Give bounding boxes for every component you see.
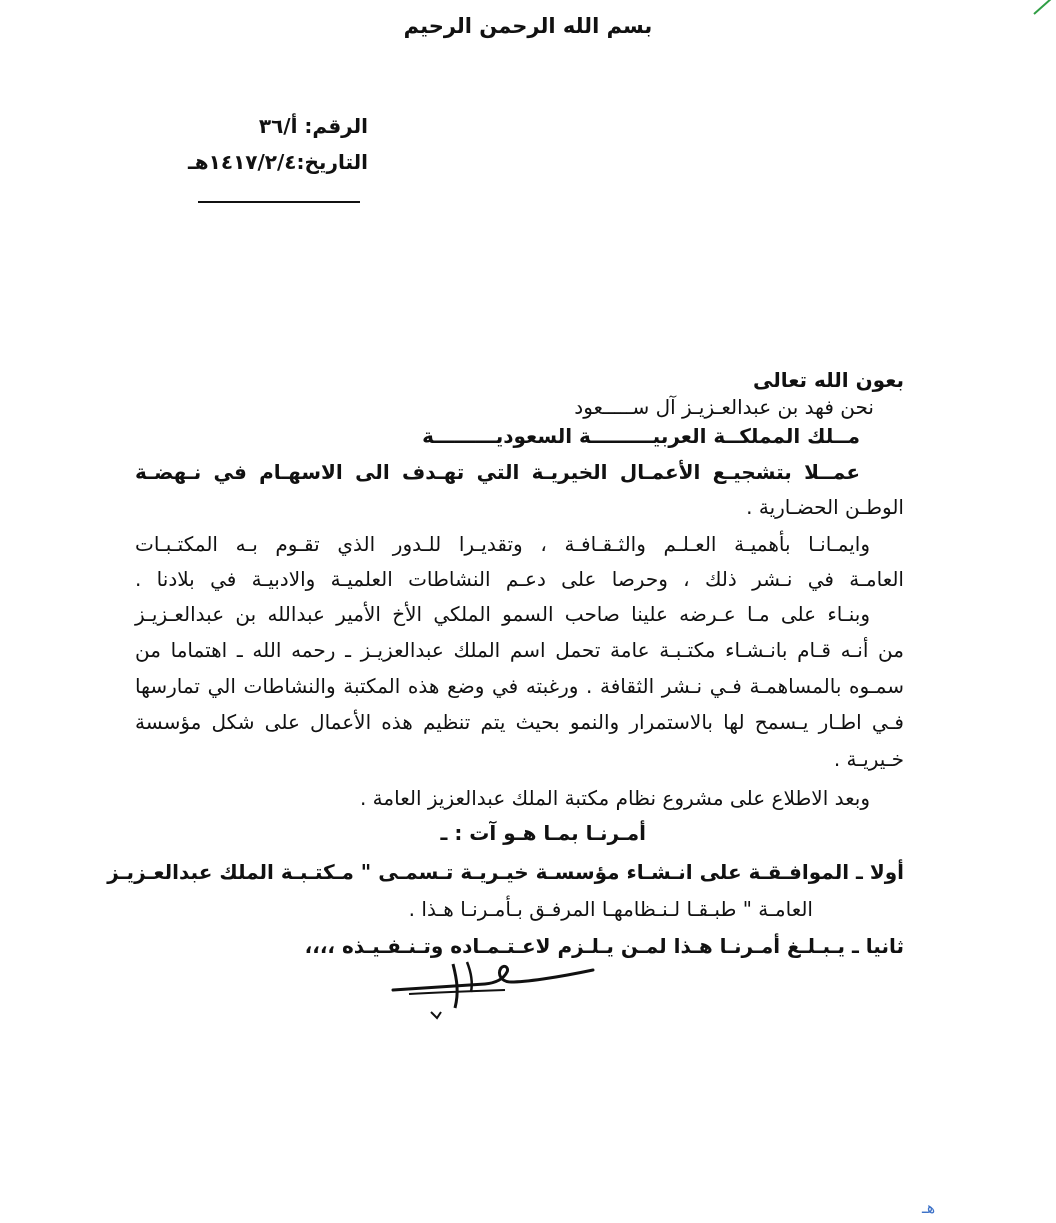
paragraph3-line5: خـيريـة . — [833, 747, 904, 771]
paragraph4: وبعد الاطلاع على مشروع نظام مكتبة الملك عبدالعزيز العامة . — [359, 786, 870, 810]
sender-title: مــلك المملكــة العربيـــــــــة السعوديـــــــــة — [422, 424, 860, 448]
paragraph3-line2: من أنـه قـام بانـشـاء مكتـبـة عامة تحمل اسم الملك عبدالعزيـز ـ رحمه الله ـ اهتماما من — [135, 638, 904, 662]
item2: ثانيا ـ يـبـلـغ أمـرنـا هـذا لمـن يـلـزم لاعـتـمـاده وتـنـفـيـذه ،،،، — [304, 934, 904, 958]
paragraph2-line1: وايمـانـا بأهميـة العـلـم والثـقـافـة ، وتقديـرا للـدور الذي تقـوم بـه المكتـبـات — [135, 532, 870, 556]
signature-icon — [385, 958, 600, 1028]
paragraph1-line1: عمــلا بتشجيـع الأعمـال الخيريـة التي تهـدف الى الاسهـام في نـهضـة — [135, 460, 860, 484]
reference-number: الرقم: أ/٣٦ — [258, 114, 368, 138]
opening: بعون الله تعالى — [752, 368, 904, 392]
item1-line2: العامـة " طبـقـا لـنـظامهـا المرفـق بـأمـرنـا هـذا . — [408, 897, 813, 921]
sender-name: نحن فهد بن عبدالعـزيـز آل ســـــعود — [574, 395, 874, 419]
paragraph2-line2: العامـة في نـشر ذلك ، وحرصا على دعـم النشاطات العلميـة والادبيـة في بلادنا . — [135, 567, 904, 591]
paragraph3-line3: سمـوه بالمساهمـة فـي نـشر الثقافة . ورغبته في وضع هذه المكتبة والنشاطات الي تمارسها — [135, 674, 904, 698]
basmala: بسم الله الرحمن الرحيم — [403, 14, 653, 38]
paragraph3-line4: فـي اطـار يـسمح لها بالاستمرار والنمو بحيث يتم تنظيم هذه الأعمال على شكل مؤسسة — [135, 710, 904, 734]
paragraph3-line1: وبنـاء على مـا عـرضه علينا صاحب السمو الملكي الأخ الأمير عبدالله بن عبدالعـزيـز — [135, 602, 870, 626]
footer-mark: هـ — [922, 1198, 936, 1217]
letter-date: التاريخ:١٤١٧/٢/٤هـ — [187, 150, 368, 174]
date-underline — [198, 201, 360, 203]
paragraph1-line2: الوطـن الحضـارية . — [746, 495, 904, 519]
item1-line1: أولا ـ الموافـقـة على انـشـاء مؤسسـة خيـريـة تـسمـى " مـكتـبـة الملك عبدالعـزيـز — [107, 860, 904, 884]
directive: أمـرنـا بمـا هـو آت : ـ — [440, 821, 646, 845]
